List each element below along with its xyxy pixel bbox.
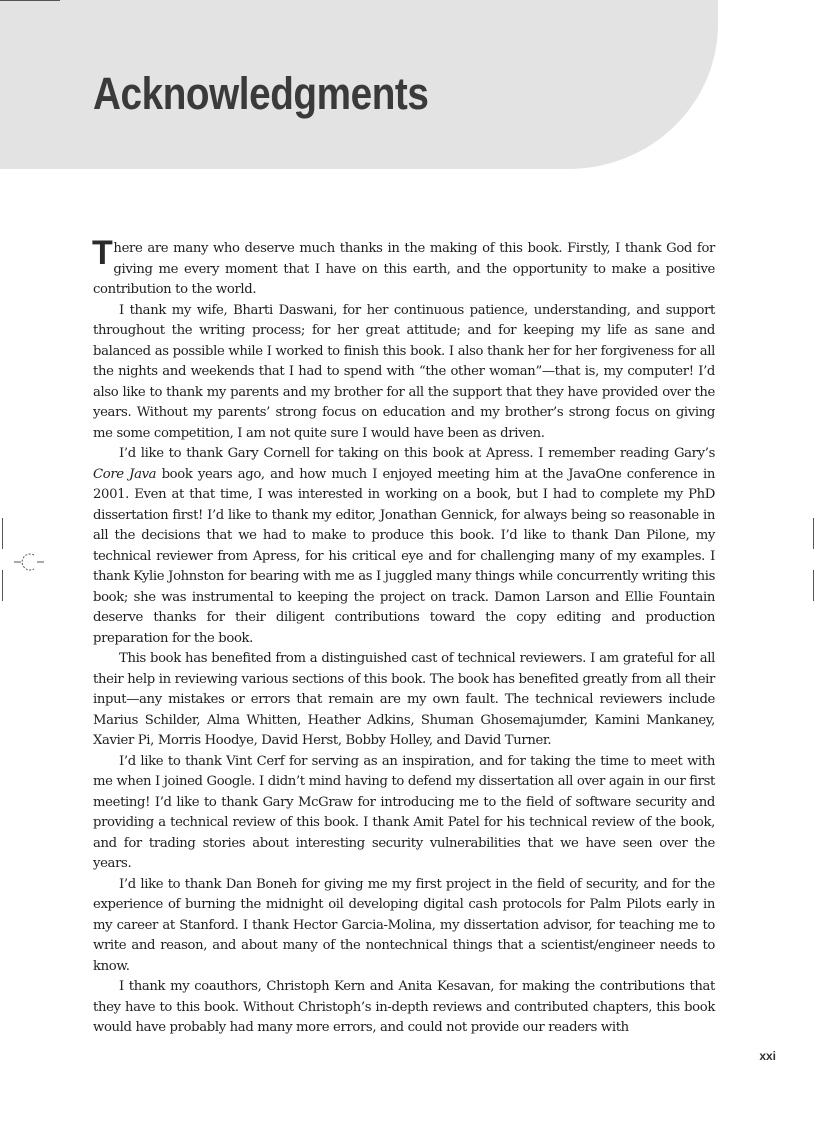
paragraph-5: I’d like to thank Vint Cerf for serving as an inspiration, and for taking the time to meet with me when I joined Google. I didn’t mind having to defend my dissertation all over again in our first meeting! I’d like to thank Gary McGraw for introducing me to the field of software security and providing a technical review of this book. I thank Amit Patel for his technical review of the book, and for trading stories about interesting security vulnerabilities that we have seen over the years.: [93, 753, 715, 871]
drop-cap: T: [92, 234, 113, 272]
acknowledgments-body: [92, 234, 715, 1039]
registration-mark-icon: [14, 550, 44, 574]
paragraph-1: [92, 234, 715, 301]
paragraph-7: I thank my coauthors, Christoph Kern and Anita Kesavan, for making the contributions that they have to this book. Without Christoph’s in-depth reviews and contributed chapters, this book would have probably had many more errors, and could not provide our readers with: [93, 979, 715, 1035]
crop-mark-right-bottom: [813, 570, 814, 601]
crop-mark-left-bottom: [2, 570, 3, 601]
paragraph-3-text-end: book years ago, and how much I enjoyed meeting him at the JavaOne conference in 2001. Even at that time, I was interested in working on a book, but I had to complete my PhD dissertation first! I’d like to thank my editor, Jonathan Gennick, for always being so reasonable in all the decisions that we had to make to produce this book. I’d like to thank Dan Pilone, my technical reviewer from Apress, for his critical eye and for challenging many of my examples. I thank Kylie Johnston for bearing with me as I juggled many things while concurrently writing this book; she was instrumental to keeping the project on track. Damon Larson and Ellie Fountain deserve thanks for their diligent contributions toward the copy editing and production preparation for the book.: [93, 466, 715, 646]
crop-mark-right-top: [813, 518, 814, 549]
chapter-title: Acknowledgments: [93, 68, 429, 119]
paragraph-3: [93, 444, 715, 649]
book-title-core-java: Core Java: [93, 466, 157, 482]
paragraph-1-text: here are many who deserve much thanks in the making of this book. Firstly, I thank God for giving me every moment that I have on this earth, and the opportunity to make a positive contribution to the world.: [93, 241, 715, 297]
page-number: xxi: [759, 1049, 776, 1063]
paragraph-2: I thank my wife, Bharti Daswani, for her continuous patience, understanding, and support throughout the writing process; for her great attitude; and for keeping my life as sane and balanced as possible while I worked to finish this book. I also thank her for her forgiveness for all the nights and weekends that I had to spend with “the other woman”—that is, my computer! I’d also like to thank my parents and my brother for all the support that they have provided over the years. Without my parents’ strong focus on education and my brother’s strong focus on giving me some competition, I am not quite sure I would have been as driven.: [93, 302, 715, 441]
paragraph-6: I’d like to thank Dan Boneh for giving me my first project in the field of security, and for the experience of burning the midnight oil developing digital cash protocols for Palm Pilots early in my career at Stanford. I thank Hector Garcia-Molina, my dissertation advisor, for teaching me to write and reason, and about many of the nontechnical things that a scientist/engineer needs to know.: [93, 876, 715, 974]
paragraph-4: This book has benefited from a distinguished cast of technical reviewers. I am grateful for all their help in reviewing various sections of this book. The book has benefited greatly from all their input—any mistakes or errors that remain are my own fault. The technical reviewers include Marius Schilder, Alma Whitten, Heather Adkins, Shuman Ghosemajumder, Kamini Mankaney, Xavier Pi, Morris Hoodye, David Herst, Bobby Holley, and David Turner.: [93, 651, 715, 748]
crop-mark-left-top: [2, 518, 3, 549]
top-rule: [0, 0, 60, 1]
paragraph-3-text-start: I’d like to thank Gary Cornell for taking on this book at Apress. I remember reading Gary’s: [119, 446, 715, 461]
